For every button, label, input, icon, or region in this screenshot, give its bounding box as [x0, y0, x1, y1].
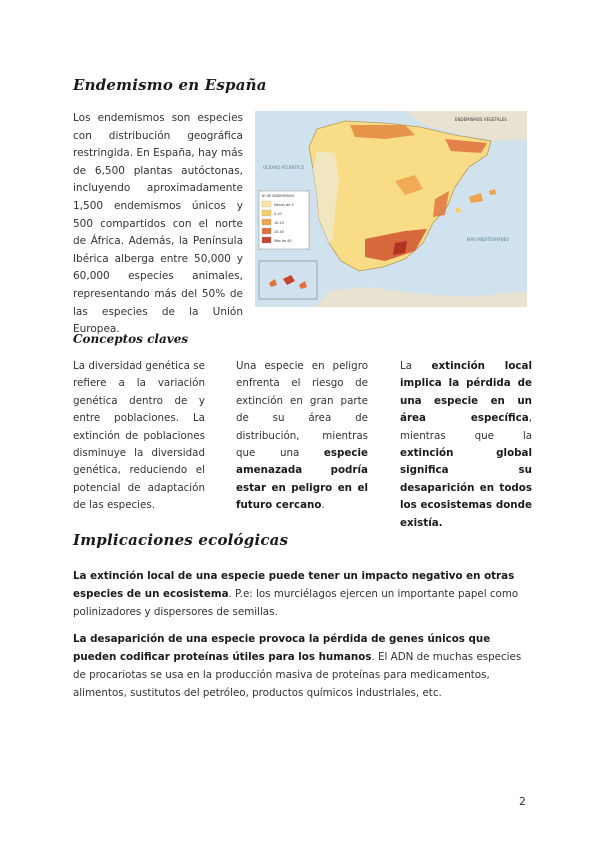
implication-paragraph-1	[73, 567, 533, 621]
p2-bold: La desaparición de una especie provoca la pérdida de genes únicos que pueden codificar proteínas útiles para los humanos	[73, 633, 491, 663]
col3-text-c: , mientras que la	[400, 412, 532, 442]
map-legend-swatch	[262, 237, 271, 243]
col3-bold-1: extinción local implica la pérdida de una especie en un área específica	[400, 360, 532, 425]
map-mediterranean-label: MAR MEDITERRÁNEO	[467, 237, 510, 242]
col2-text-a: Una especie en peligro enfrenta el riesgo de extinción en gran parte de su área de distribución, mientras que una	[236, 360, 368, 460]
map-legend-label: 10-20	[274, 221, 284, 225]
page-number: 2	[519, 795, 526, 808]
map-legend-label: 5-10	[274, 212, 282, 216]
concept-column-endangered	[236, 358, 368, 515]
implication-paragraph-2	[73, 630, 533, 702]
spain-endemism-map	[255, 111, 527, 307]
map-title: ENDEMISMOS VEGETALES	[455, 117, 507, 122]
map-atlantic-label: OCÉANO ATLÁNTICO	[263, 165, 305, 170]
p1-bold: La extinción local de una especie puede tener un impacto negativo en otras especies de un ecosistema	[73, 570, 515, 600]
section-title-conceptos: Conceptos claves	[73, 332, 189, 346]
intro-paragraph: Los endemismos son especies con distribución geográfica restringida. En España, hay más de 6,500 plantas autóctonas, incluyendo aproximadamente 1,500 endemismos únicos y 500 compartidos con el norte de África. Además, la Península Ibérica alberga entre 50,000 y 60,000 especies animales, representando más del 50% de las especies de la Unión Europea.	[73, 112, 243, 336]
col3-text-a: La	[400, 360, 432, 372]
map-legend-label: Más de 40	[274, 239, 292, 243]
section-title-endemismo: Endemismo en España	[73, 76, 267, 94]
col3-bold-2: extinción global significa su desaparición en todos los ecosistemas donde existía.	[400, 447, 532, 529]
map-legend-swatch	[262, 228, 271, 234]
p1-rest: . P.e: los murciélagos ejercen un importante papel como polinizadores y dispersores de semillas.	[73, 588, 519, 618]
map-zone-nevada	[393, 241, 407, 255]
p2-rest: . El ADN de muchas especies de procariotas se usa en la producción masiva de proteínas para medicamentos, alimentos, sustitutos del petróleo, productos químicos industriales, etc.	[73, 651, 522, 699]
map-legend-swatch	[262, 210, 271, 216]
map-legend-swatch	[262, 201, 271, 207]
concept-column-extinction	[400, 358, 532, 532]
section-title-implicaciones: Implicaciones ecológicas	[73, 531, 289, 549]
col2-text-c: .	[321, 499, 325, 512]
map-legend-label: Menos de 5	[274, 203, 294, 207]
map-legend-title: Nº DE ENDEMISMOS	[262, 194, 295, 198]
concept-column-genetic: La diversidad genética se refiere a la variación genética dentro de y entre poblaciones. La extinción de poblaciones disminuye la diversidad genética, reduciendo el potencial de adaptación de las especies.	[73, 360, 205, 512]
map-legend-label: 20-40	[274, 230, 284, 234]
map-legend-swatch	[262, 219, 271, 225]
col2-bold: especie amenazada podría estar en peligro en el futuro cercano	[236, 447, 368, 512]
